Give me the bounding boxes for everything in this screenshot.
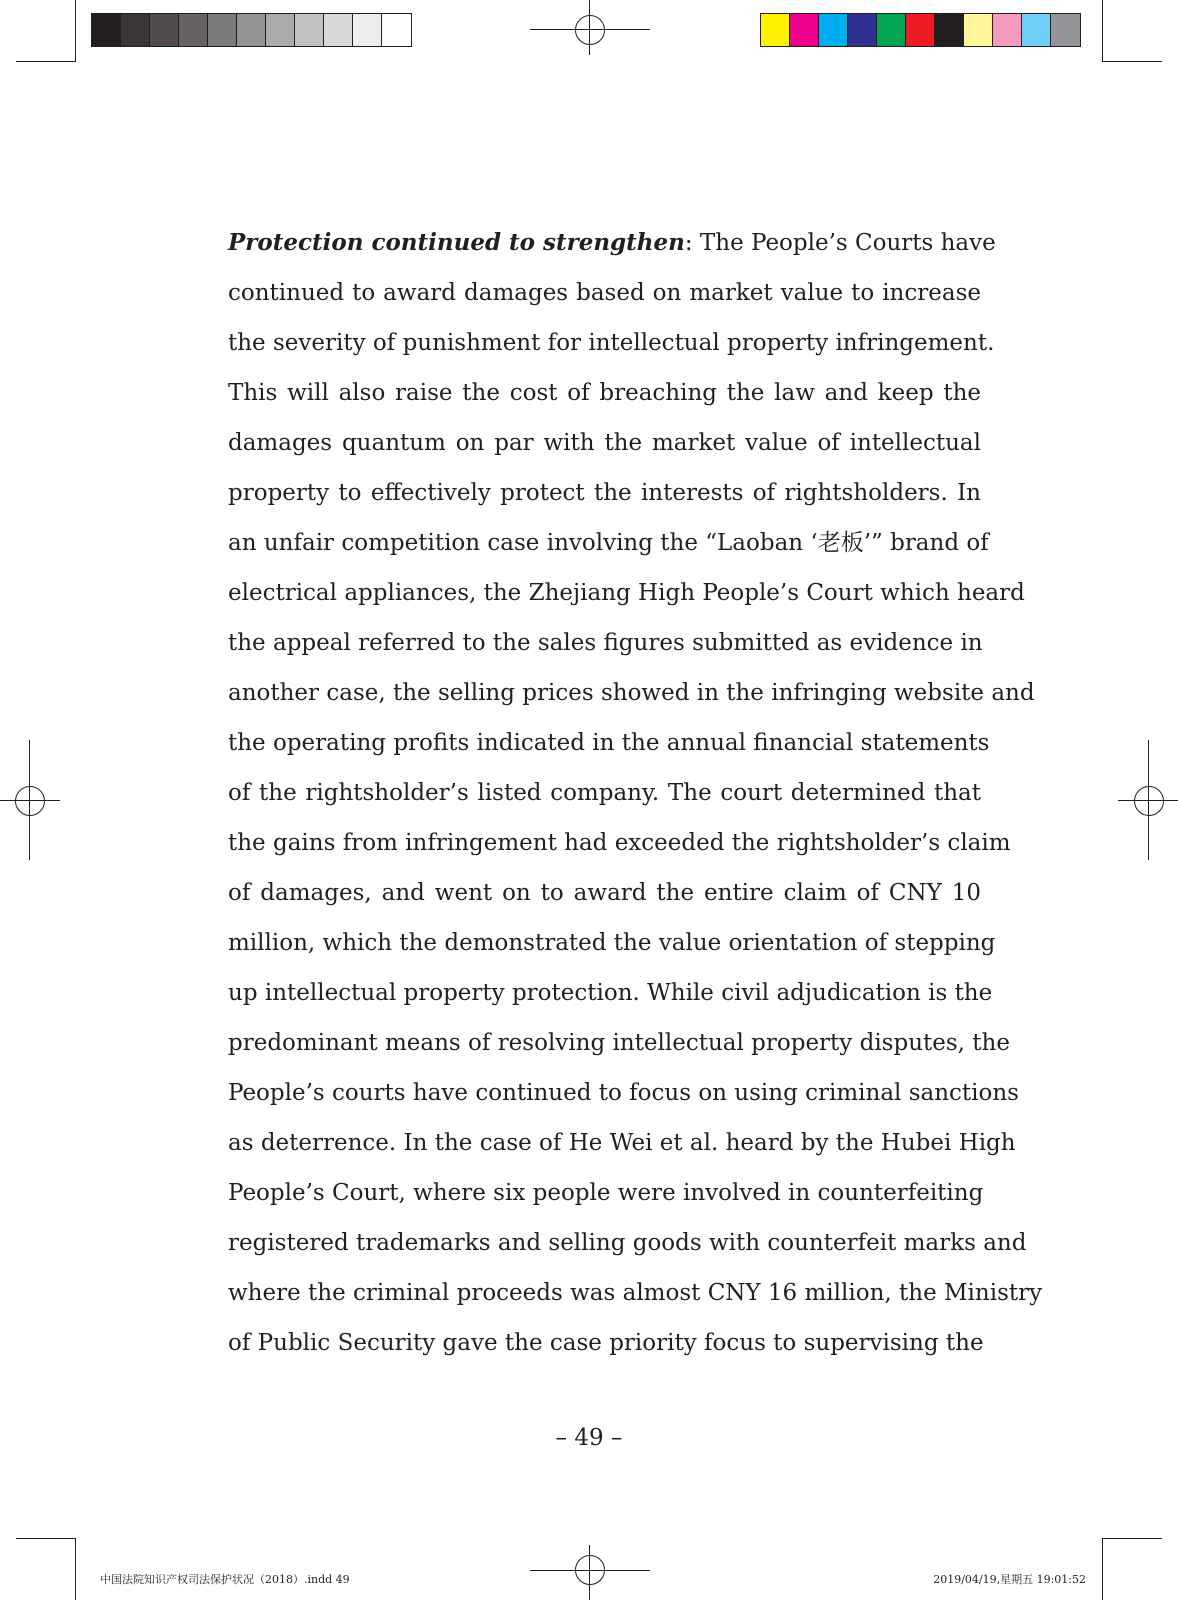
gray-swatch xyxy=(353,14,382,46)
text-line: property to effectively protect the interests of rightsholders. In xyxy=(228,480,981,506)
color-swatch xyxy=(1022,14,1051,46)
paragraph-first-line xyxy=(228,218,996,268)
text-line: registered trademarks and selling goods with counterfeit marks and xyxy=(228,1230,1027,1256)
body-paragraph xyxy=(228,218,1043,1368)
text-line: continued to award damages based on market value to increase xyxy=(228,280,981,306)
color-swatch xyxy=(877,14,906,46)
text-line: People’s Court, where six people were involved in counterfeiting xyxy=(228,1180,984,1206)
color-swatch xyxy=(848,14,877,46)
first-line-text: : The People’s Courts have xyxy=(684,230,996,256)
text-line: electrical appliances, the Zhejiang High People’s Court which heard xyxy=(228,580,1025,606)
text-line: People’s courts have continued to focus on using criminal sanctions xyxy=(228,1080,1019,1106)
text-line: damages quantum on par with the market value of intellectual xyxy=(228,430,981,456)
page-number: – 49 – xyxy=(555,1425,623,1451)
color-swatch xyxy=(906,14,935,46)
text-line: another case, the selling prices showed in the infringing website and xyxy=(228,680,1035,706)
color-swatch xyxy=(1051,14,1080,46)
text-line: predominant means of resolving intellectual property disputes, the xyxy=(228,1030,1010,1056)
gray-swatch xyxy=(324,14,353,46)
lead-in-heading: Protection continued to strengthen xyxy=(228,229,685,256)
gray-swatch xyxy=(121,14,150,46)
color-swatch xyxy=(964,14,993,46)
gray-ramp-color-bar xyxy=(91,13,412,47)
text-line: of damages, and went on to award the entire claim of CNY 10 xyxy=(228,880,981,906)
text-line: million, which the demonstrated the value orientation of stepping xyxy=(228,930,996,956)
color-swatch xyxy=(819,14,848,46)
text-line: the appeal referred to the sales figures submitted as evidence in xyxy=(228,630,983,656)
gray-swatch xyxy=(266,14,295,46)
gray-swatch xyxy=(92,14,121,46)
color-swatch xyxy=(935,14,964,46)
slug-timestamp: 2019/04/19,星期五 19:01:52 xyxy=(933,1573,1086,1586)
color-swatch xyxy=(993,14,1022,46)
gray-swatch xyxy=(295,14,324,46)
slug-file-name: 中国法院知识产权司法保护状况（2018）.indd 49 xyxy=(100,1573,350,1586)
gray-swatch xyxy=(382,14,411,46)
text-line: the operating profits indicated in the annual financial statements xyxy=(228,730,990,756)
text-line: an unfair competition case involving the “Laoban ‘老板’” brand of xyxy=(228,530,989,556)
text-line: This will also raise the cost of breaching the law and keep the xyxy=(228,380,981,406)
color-swatch xyxy=(761,14,790,46)
text-line: the severity of punishment for intellectual property infringement. xyxy=(228,330,995,356)
text-line: of Public Security gave the case priority focus to supervising the xyxy=(228,1330,984,1356)
gray-swatch xyxy=(179,14,208,46)
text-line: up intellectual property protection. While civil adjudication is the xyxy=(228,980,993,1006)
process-color-bar xyxy=(760,13,1081,47)
gray-swatch xyxy=(150,14,179,46)
text-line: of the rightsholder’s listed company. The court determined that xyxy=(228,780,981,806)
text-line: the gains from infringement had exceeded the rightsholder’s claim xyxy=(228,830,1011,856)
color-swatch xyxy=(790,14,819,46)
gray-swatch xyxy=(237,14,266,46)
text-line: where the criminal proceeds was almost CNY 16 million, the Ministry xyxy=(228,1280,1043,1306)
text-line: as deterrence. In the case of He Wei et al. heard by the Hubei High xyxy=(228,1130,1016,1156)
gray-swatch xyxy=(208,14,237,46)
